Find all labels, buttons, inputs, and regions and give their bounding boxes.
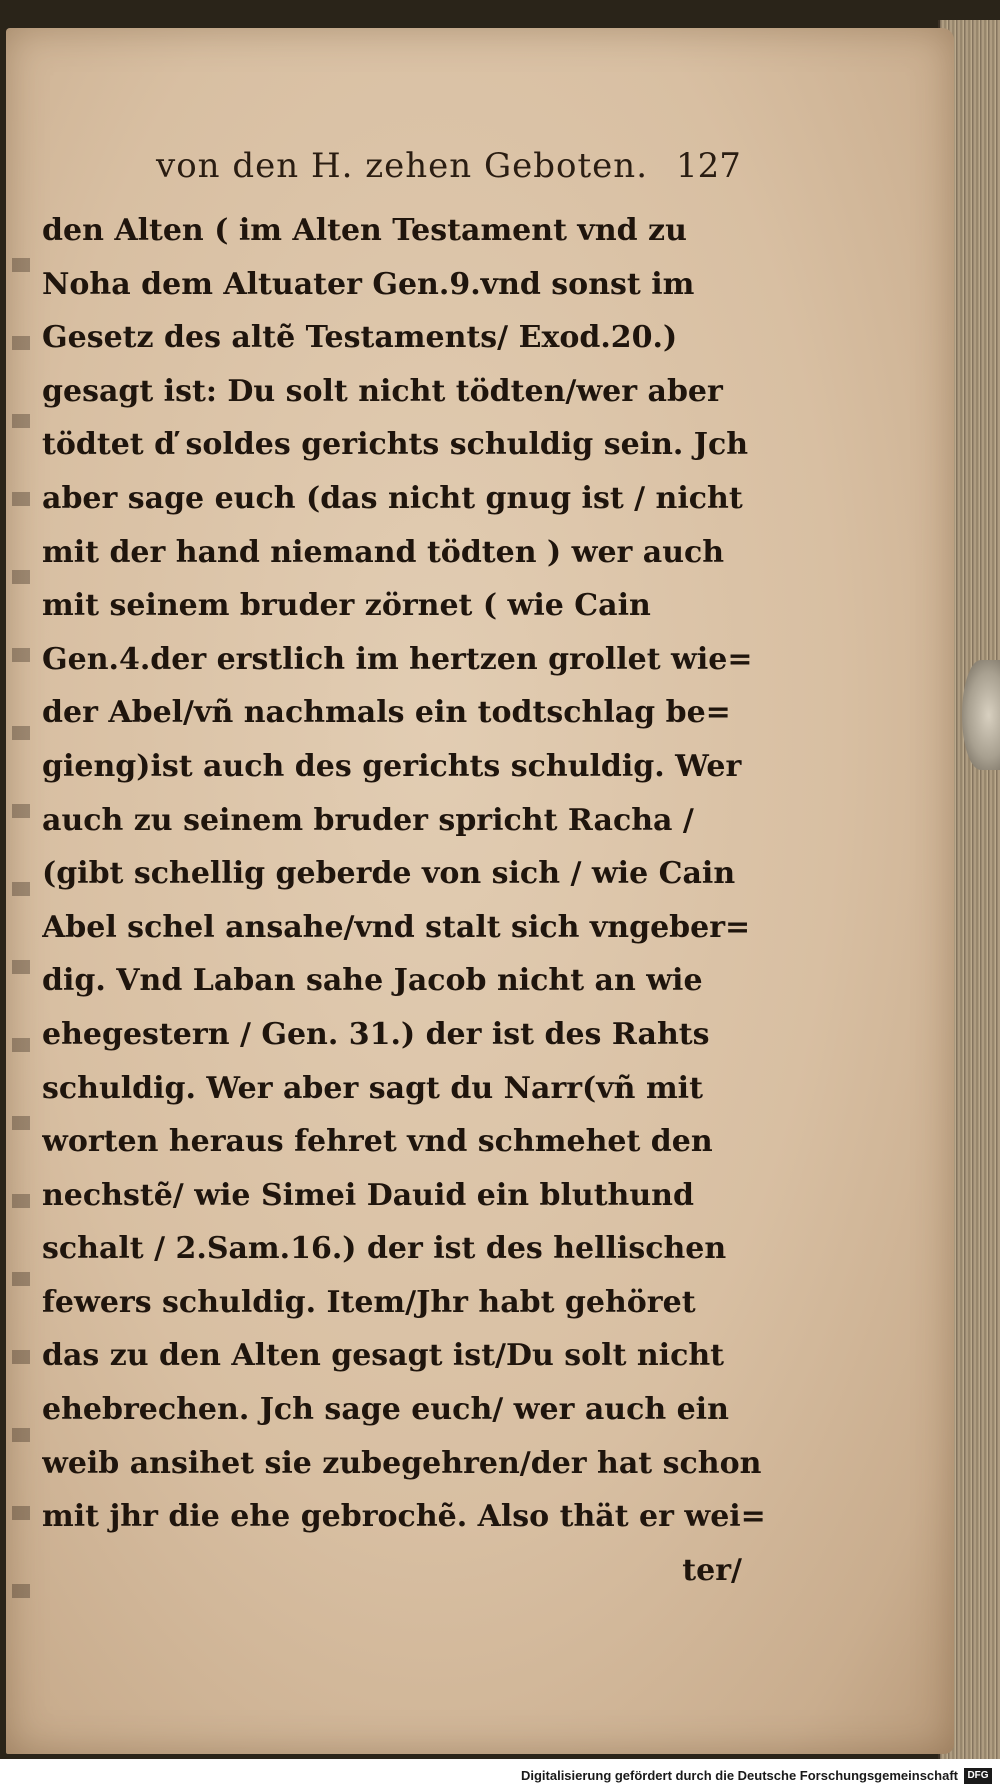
text-line: mit der hand niemand tödten ) wer auch bbox=[42, 534, 725, 570]
book-page bbox=[6, 28, 954, 1754]
footer-credit-bar bbox=[0, 1759, 1000, 1789]
text-line: Gesetz des altẽ Testaments/ Exod.20.) bbox=[42, 320, 678, 356]
text-line: weib ansihet sie zubegehren/der hat schon bbox=[42, 1445, 762, 1481]
text-line: gieng)ist auch des gerichts schuldig. Wer bbox=[42, 748, 742, 784]
text-line: tödtet ď soldes gerichts schuldig sein. Jch bbox=[42, 427, 749, 463]
text-line: den Alten ( im Alten Testament vnd zu bbox=[42, 213, 687, 248]
text-line: auch zu seinem bruder spricht Racha / bbox=[42, 802, 694, 838]
text-line: das zu den Alten gesagt ist/Du solt nicht bbox=[42, 1338, 725, 1374]
running-header: von den H. zehen Geboten. bbox=[156, 146, 649, 186]
text-line: aber sage euch (das nicht gnug ist / nicht bbox=[42, 480, 743, 516]
text-line: mit jhr die ehe gebrochẽ. Also thät er wei= bbox=[42, 1499, 766, 1535]
dfg-logo-icon: DFG bbox=[964, 1768, 992, 1784]
text-line: Noha dem Altuater Gen.9.vnd sonst im bbox=[42, 266, 695, 302]
text-line: fewers schuldig. Item/Jhr habt gehöret bbox=[42, 1284, 696, 1320]
body-text bbox=[42, 204, 782, 1597]
text-line: schalt / 2.Sam.16.) der ist des hellischen bbox=[42, 1231, 727, 1267]
text-line: schuldig. Wer aber sagt du Narr(vñ mit bbox=[42, 1070, 703, 1106]
text-line: gesagt ist: Du solt nicht tödten/wer aber bbox=[42, 373, 723, 409]
text-line: ehebrechen. Jch sage euch/ wer auch ein bbox=[42, 1392, 729, 1428]
text-line: dig. Vnd Laban sahe Jacob nicht an wie bbox=[42, 963, 703, 999]
book-clasp bbox=[962, 660, 1000, 770]
page-number: 127 bbox=[676, 146, 741, 186]
text-line: der Abel/vñ nachmals ein todtschlag be= bbox=[42, 695, 731, 731]
text-line: nechstẽ/ wie Simei Dauid ein bluthund bbox=[42, 1177, 694, 1213]
text-line: mit seinem bruder zörnet ( wie Cain bbox=[42, 588, 651, 624]
text-line: Gen.4.der erstlich im hertzen grollet wie= bbox=[42, 641, 753, 677]
text-line: Abel schel ansahe/vnd stalt sich vngeber= bbox=[42, 909, 751, 945]
text-line: worten heraus fehret vnd schmehet den bbox=[42, 1124, 713, 1160]
gutter-bleed-through bbox=[12, 208, 30, 1608]
catchword: ter/ bbox=[682, 1552, 742, 1588]
text-line: (gibt schellig geberde von sich / wie Cain bbox=[42, 856, 736, 892]
text-line: ehegestern / Gen. 31.) der ist des Rahts bbox=[42, 1016, 710, 1052]
footer-credit: Digitalisierung gefördert durch die Deutsche Forschungsgemeinschaft bbox=[520, 1768, 958, 1783]
